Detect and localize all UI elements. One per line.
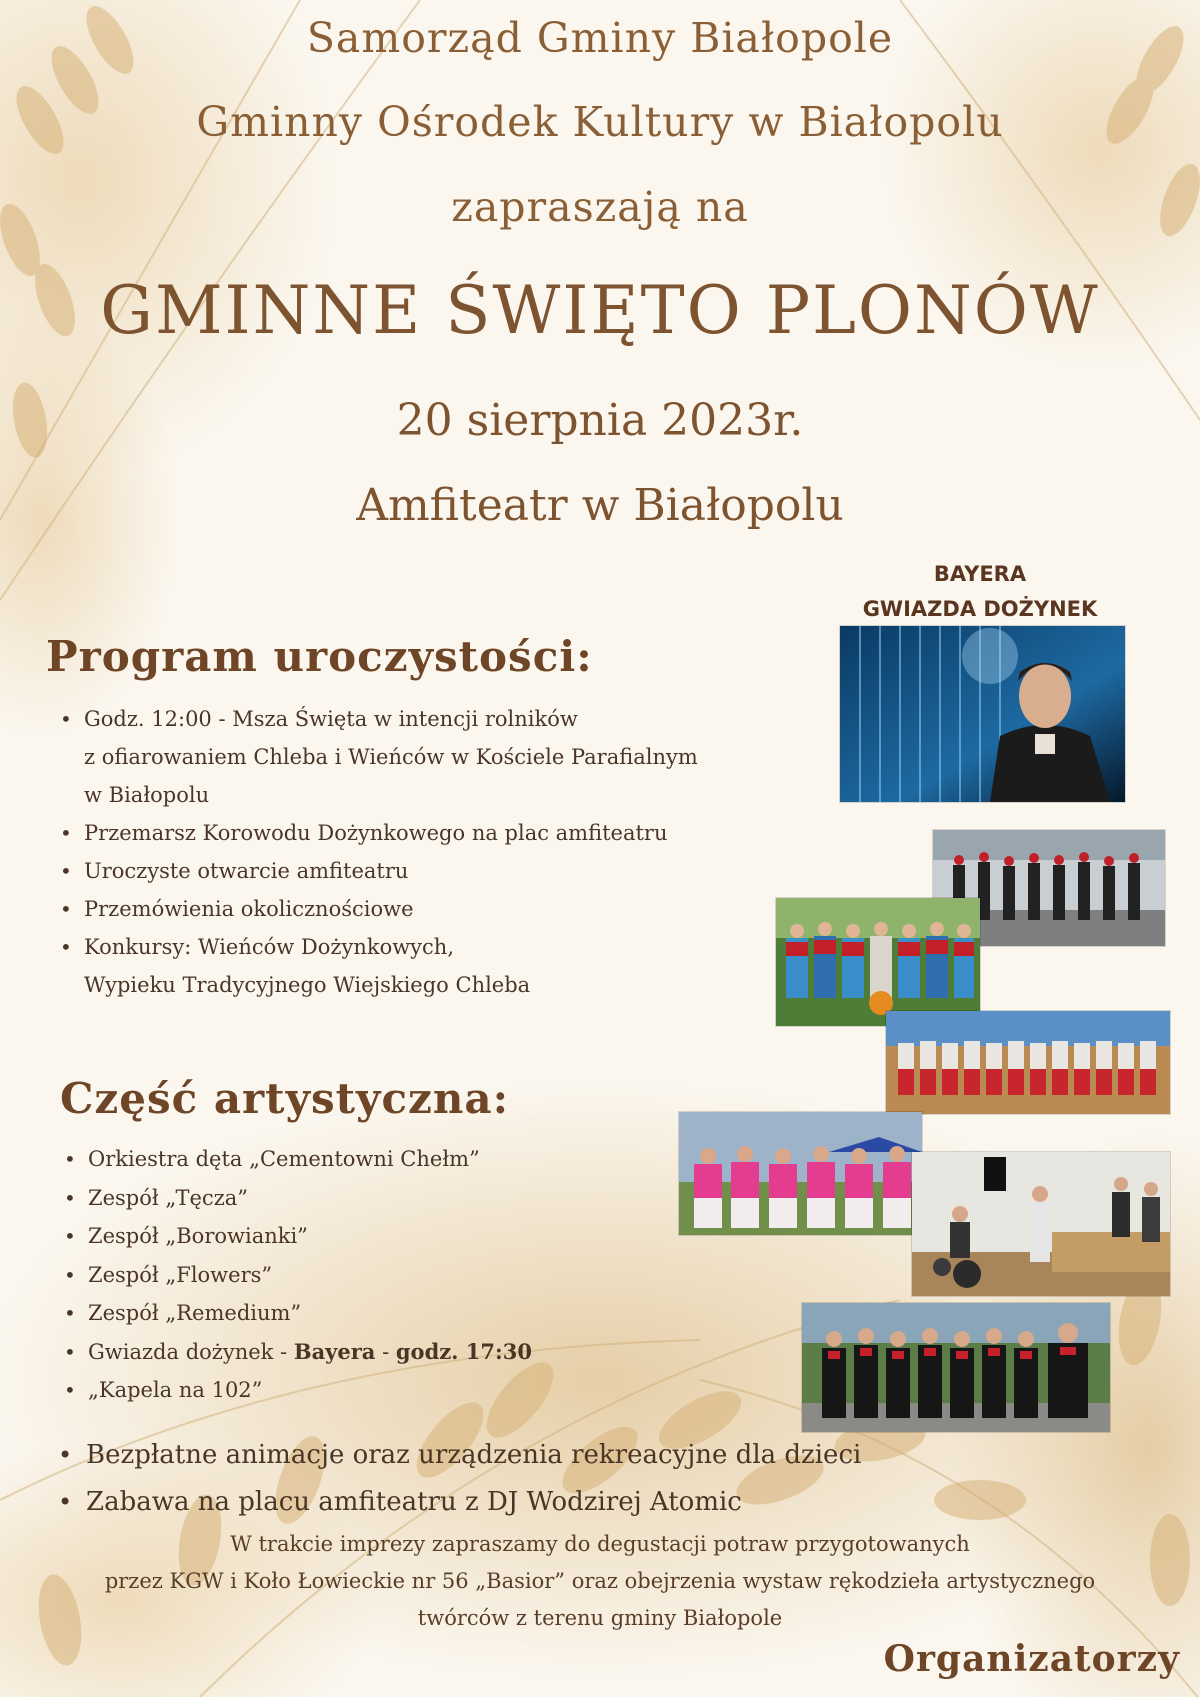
extras-list	[56, 1432, 1056, 1526]
list-item: • Zabawa na placu amfiteatru z DJ Wodzirej Atomic	[56, 1479, 1056, 1526]
list-item: • Zespół „Borowianki”	[62, 1217, 682, 1256]
photo-star-singer	[840, 626, 1125, 802]
star-subtitle: GWIAZDA DOŻYNEK	[862, 597, 1098, 621]
note-text: W trakcie imprezy zapraszamy do degustacji potraw przygotowanych przez KGW i Koło Łowieckie nr 56 „Basior” oraz obejrzenia wystaw rękodzieła artystycznego twórców z terenu gminy Białopole	[104, 1532, 1096, 1630]
event-date: 20 sierpnia 2023r.	[396, 395, 804, 446]
list-item: • Gwiazda dożynek - Bayera - godz. 17:30	[62, 1333, 682, 1372]
artistic-list	[62, 1140, 682, 1410]
list-item: • Przemarsz Korowodu Dożynkowego na plac amfiteatru	[58, 814, 798, 852]
event-place: Amfiteatr w Białopolu	[356, 480, 844, 531]
star-name-inline: Bayera	[293, 1338, 376, 1364]
list-item: • Godz. 12:00 - Msza Święta w intencji rolników z ofiarowaniem Chleba i Wieńców w Kościele Parafialnym w Białopolu	[58, 700, 798, 814]
list-item: • Przemówienia okolicznościowe	[58, 890, 798, 928]
program-list	[58, 700, 798, 1004]
event-title: GMINNE ŚWIĘTO PLONÓW	[100, 272, 1100, 349]
invite-line: zapraszają na	[451, 183, 749, 231]
list-item: • Bezpłatne animacje oraz urządzenia rekreacyjne dla dzieci	[56, 1432, 1056, 1479]
list-item: • Zespół „Tęcza”	[62, 1179, 682, 1218]
organizer-line-1: Samorząd Gminy Białopole	[306, 14, 894, 62]
list-item: • „Kapela na 102”	[62, 1371, 682, 1410]
list-item: • Orkiestra dęta „Cementowni Chełm”	[62, 1140, 682, 1179]
photo-group-kapela	[802, 1303, 1110, 1432]
photo-folk-group-borowianki	[886, 1011, 1170, 1114]
star-label	[830, 557, 1130, 627]
list-item: • Zespół „Remedium”	[62, 1294, 682, 1333]
star-time: godz. 17:30	[395, 1338, 532, 1364]
list-item: • Konkursy: Wieńców Dożynkowych, Wypieku Tradycyjnego Wiejskiego Chleba	[58, 928, 798, 1004]
photo-band-remedium	[912, 1152, 1170, 1296]
star-name: BAYERA	[933, 562, 1027, 586]
artistic-title: Część artystyczna:	[60, 1074, 510, 1123]
photo-folk-group-tecza	[776, 898, 980, 1026]
photo-group-flowers	[679, 1112, 922, 1235]
organizers-signature: Organizatorzy	[883, 1638, 1180, 1680]
program-title: Program uroczystości:	[46, 632, 593, 681]
organizer-line-2: Gminny Ośrodek Kultury w Białopolu	[196, 98, 1004, 146]
list-item: • Zespół „Flowers”	[62, 1256, 682, 1295]
list-item: • Uroczyste otwarcie amfiteatru	[58, 852, 798, 890]
